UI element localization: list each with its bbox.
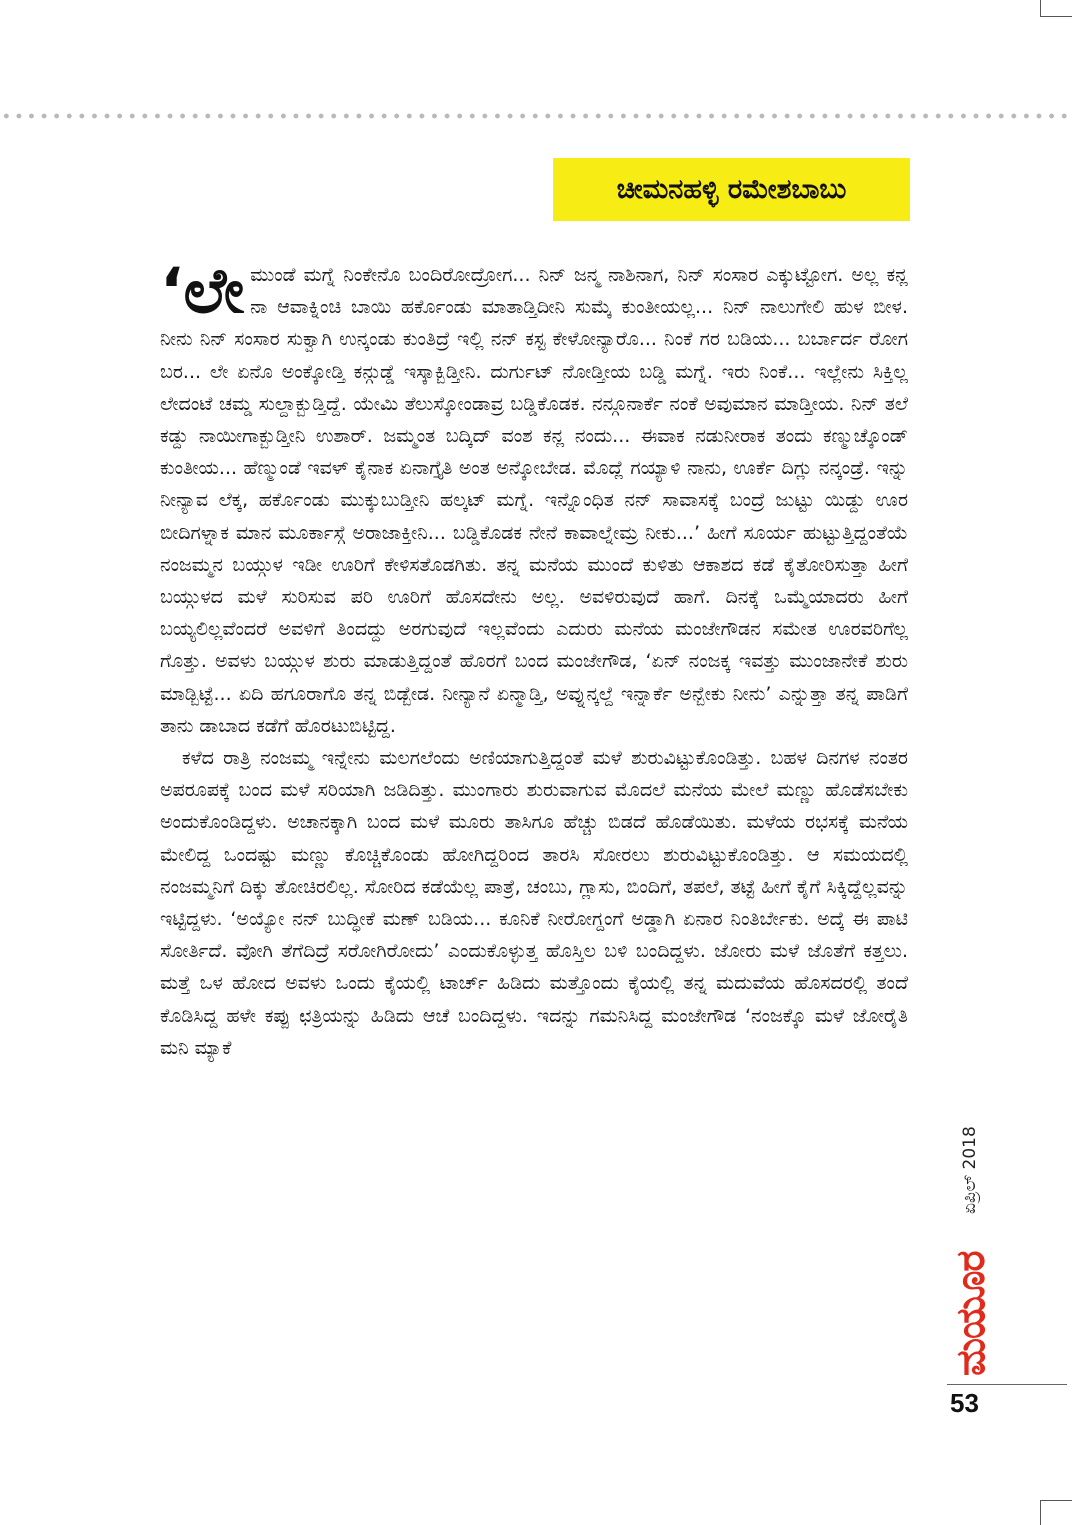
author-name-banner: [553, 158, 910, 221]
article-paragraph-1: [160, 254, 908, 742]
paragraph-2-text: ಕಳೆದ ರಾತ್ರಿ ನಂಜಮ್ಮ ಇನ್ನೇನು ಮಲಗಲೆಂದು ಅಣಿಯಾಗುತ್ತಿದ್ದಂತೆ ಮಳೆ ಶುರುವಿಟ್ಟುಕೊಂಡಿತ್ತು. ಬಹಳ ದಿನಗಳ ನಂತರ ಅಪರೂಪಕ್ಕೆ ಬಂದ ಮಳೆ ಸರಿಯಾಗಿ ಜಡಿದಿತ್ತು. ಮುಂಗಾರು ಶುರುವಾಗುವ ಮೊದಲೆ ಮನೆಯ ಮೇಲೆ ಮಣ್ಣು ಹೊಡೆಸಬೇಕು ಅಂದುಕೊಂಡಿದ್ದಳು. ಅಚಾನಕ್ಕಾಗಿ ಬಂದ ಮಳೆ ಮೂರು ತಾಸಿಗೂ ಹೆಚ್ಚು ಬಿಡದೆ ಹೊಡೆಯಿತು. ಮಳೆಯ ರಭಸಕ್ಕೆ ಮನೆಯ ಮೇಲಿದ್ದ ಒಂದಷ್ಟು ಮಣ್ಣು ಕೊಚ್ಚಿಕೊಂಡು ಹೋಗಿದ್ದರಿಂದ ತಾರಸಿ ಸೋರಲು ಶುರುವಿಟ್ಟುಕೊಂಡಿತ್ತು. ಆ ಸಮಯದಲ್ಲಿ ನಂಜಮ್ಮನಿಗೆ ದಿಕ್ಕು ತೋಚಿರಲಿಲ್ಲ. ಸೋರಿದ ಕಡೆಯೆಲ್ಲ ಪಾತ್ರೆ, ಚಂಬು, ಗ್ಲಾಸು, ಬಿಂದಿಗೆ, ತಪಲೆ, ತಟ್ಟೆ ಹೀಗೆ ಕೈಗೆ ಸಿಕ್ಕಿದ್ದೆಲ್ಲವನ್ನು ಇಟ್ಟಿದ್ದಳು. ‘ಅಯ್ಯೋ ನನ್ ಬುದ್ಧೀಕೆ ಮಣ್ ಬಡಿಯ... ಕೂನಿಕೆ ನೀರೋಗ್ದಂಗೆ ಅಡ್ಡಾಗಿ ಏನಾರ ನಿಂತಿರ್ಬೇಕು. ಅದ್ಕೆ ಈ ಪಾಟಿ ಸೋರ್ತಿದೆ. ವೋಗಿ ತೆಗೆದಿದ್ರೆ ಸರೋಗಿರೋದು’ ಎಂದುಕೊಳ್ಳುತ್ತ ಹೊಸ್ತಿಲ ಬಳಿ ಬಂದಿದ್ದಳು. ಜೋರು ಮಳೆ ಜೊತೆಗೆ ಕತ್ತಲು. ಮತ್ತೆ ಒಳ ಹೋದ ಅವಳು ಒಂದು ಕೈಯಲ್ಲಿ ಟಾರ್ಚ್ ಹಿಡಿದು ಮತ್ತೊಂದು ಕೈಯಲ್ಲಿ ತನ್ನ ಮದುವೆಯ ಹೊಸದರಲ್ಲಿ ತಂದೆ ಕೊಡಿಸಿದ್ದ ಹಳೇ ಕಪ್ಪು ಛತ್ರಿಯನ್ನು ಹಿಡಿದು ಆಚೆ ಬಂದಿದ್ದಳು. ಇದನ್ನು ಗಮನಿಸಿದ್ದ ಮಂಜೇಗೌಡ ‘ನಂಜಕ್ಕೊ ಮಳೆ ಜೋರೈತಿ ಮನಿ ಮ್ಯಾಕೆ: [160, 747, 908, 1059]
dropcap: ‘ಲೇ: [160, 254, 245, 327]
magazine-logo: ಮಯೂರ: [947, 1251, 994, 1376]
crop-mark-top-vertical: [1040, 0, 1041, 16]
article-body: [160, 254, 908, 1064]
crop-mark-top-horizontal: [1040, 16, 1072, 17]
crop-mark-bottom-horizontal: [1040, 1500, 1072, 1501]
crop-mark-bottom-vertical: [1040, 1500, 1041, 1525]
paragraph-1-text: ಮುಂಡೆ ಮಗ್ನೆ ನಿಂಕೇನೊ ಬಂದಿರೋದ್ರೋಗ... ನಿನ್ ಜನ್ಮ ನಾಶಿನಾಗ, ನಿನ್ ಸಂಸಾರ ಎಕ್ಕುಟ್ಟೋಗ. ಅಲ್ಲ ಕನ್ಲ ನಾ ಆವಾಕ್ನಿಂಚಿ ಬಾಯಿ ಹರ್ಕೊಂಡು ಮಾತಾಡ್ತಿದೀನಿ ಸುಮ್ಕೆ ಕುಂತೀಯಲ್ಲ... ನಿನ್ ನಾಲುಗೇಲಿ ಹುಳ ಬೀಳ. ನೀನು ನಿನ್ ಸಂಸಾರ ಸುಕ್ವಾಗಿ ಉನ್ಕಂಡು ಕುಂತಿದ್ರೆ ಇಲ್ಲಿ ನನ್ ಕಸ್ಟ ಕೇಳೋನ್ಯಾರೊ... ನಿಂಕೆ ಗರ ಬಡಿಯ... ಬರ್ಬಾರ್ದ ರೋಗ ಬರ... ಲೇ ಏನೊ ಅಂಕ್ಕೋಡ್ತಿ ಕನ್ಗುಡ್ಡೆ ಇಸ್ಕಾಕ್ಬಿಡ್ತೀನಿ. ದುರ್ಗುಟ್ ನೋಡ್ತೀಯ ಬಡ್ಡಿ ಮಗ್ನೆ. ಇರು ನಿಂಕೆ... ಇಲ್ಲೇನು ಸಿಕ್ತಿಲ್ಲ ಲೇದಂಟೆ ಚಮ್ಡ ಸುಲ್ದಾಕ್ಬುಡ್ತಿದ್ದೆ. ಯೇಮಿ ತೆಲುಸ್ಕೋಂಡಾವ್ರ ಬಡ್ಡಿಕೊಡಕ. ನನ್ಗೂನಾರ್ಕೆ ನಂಕೆ ಅವುಮಾನ ಮಾಡ್ತೀಯ. ನಿನ್ ತಲೆ ಕಡ್ದು ನಾಯೀಗಾಕ್ಬುಡ್ತೀನಿ ಉಶಾರ್. ಜಮ್ಮಂತ ಬದ್ಕಿದ್ ವಂಶ ಕನ್ಲ ನಂದು... ಈವಾಕ ನಡುನೀರಾಕ ತಂದು ಕಣ್ಮುಚ್ಕೊಂಡ್ ಕುಂತೀಯ... ಹೆಣ್ಮುಂಡೆ ಇವಳ್ ಕೈನಾಕ ಏನಾಗ್ತೈತಿ ಅಂತ ಅನ್ಕೋಬೇಡ. ಮೊದ್ಲೆ ಗಯ್ಯಾಳಿ ನಾನು, ಊರ್ಕೆ ದಿಗ್ಲು ನನ್ಕಂಡ್ರೆ. ಇನ್ನು ನೀನ್ಯಾವ ಲೆಕ್ಕ, ಹರ್ಕೊಂಡು ಮುಕ್ಕುಬುಡ್ತೀನಿ ಹಲ್ಕಟ್ ಮಗ್ನೆ. ಇನ್ನೊಂಧಿತ ನನ್ ಸಾವಾಸಕ್ಕೆ ಬಂದ್ರೆ ಜುಟ್ಟು ಯಿಡ್ದು ಊರ ಬೀದಿಗಳ್ನಾಕ ಮಾನ ಮೂರ್ಕಾಸ್ಗೆ ಅರಾಜಾಕ್ತೀನಿ... ಬಡ್ಡಿಕೊಡಕ ನೇನೆ ಕಾವಾಲ್ನೇಮ್ರ ನೀಕು...’ ಹೀಗೆ ಸೂರ್ಯ ಹುಟ್ಟುತ್ತಿದ್ದಂತೆಯೆ ನಂಜಮ್ಮನ ಬಯ್ಗುಳ ಇಡೀ ಊರಿಗೆ ಕೇಳಿಸತೊಡಗಿತು. ತನ್ನ ಮನೆಯ ಮುಂದೆ ಕುಳಿತು ಆಕಾಶದ ಕಡೆ ಕೈತೋರಿಸುತ್ತಾ ಹೀಗೆ ಬಯ್ಗುಳದ ಮಳೆ ಸುರಿಸುವ ಪರಿ ಊರಿಗೆ ಹೊಸದೇನು ಅಲ್ಲ. ಅವಳಿರುವುದೆ ಹಾಗೆ. ದಿನಕ್ಕೆ ಒಮ್ಮೆಯಾದರು ಹೀಗೆ ಬಯ್ಯಲಿಲ್ಲವೆಂದರೆ ಅವಳಿಗೆ ತಿಂದದ್ದು ಅರಗುವುದೆ ಇಲ್ಲವೆಂದು ಎದುರು ಮನೆಯ ಮಂಜೇಗೌಡನ ಸಮೇತ ಊರವರಿಗೆಲ್ಲ ಗೊತ್ತು. ಅವಳು ಬಯ್ಗುಳ ಶುರು ಮಾಡುತ್ತಿದ್ದಂತೆ ಹೊರಗೆ ಬಂದ ಮಂಜೇಗೌಡ, ‘ಏನ್ ನಂಜಕ್ಕ ಇವತ್ತು ಮುಂಜಾನೇಕೆ ಶುರು ಮಾಡ್ಬಿಟ್ಟೆ... ಏದಿ ಹಗೂರಾಗೊ ತನ್ನ ಬಿಡ್ಬೇಡ. ನೀನ್ಯಾನೆ ಏನ್ಮಾಡ್ತಿ, ಅವ್ನುನ್ಕಲ್ದೆ ಇನ್ನಾರ್ಕೆ ಅನ್ಬೇಕು ನೀನು’ ಎನ್ನುತ್ತಾ ತನ್ನ ಪಾಡಿಗೆ ತಾನು ಡಾಬಾದ ಕಡೆಗೆ ಹೊರಟುಬಿಟ್ಟಿದ್ದ.: [160, 264, 908, 737]
dotted-separator: [0, 112, 1072, 120]
page-number: 53: [950, 1388, 979, 1418]
article-paragraph-2: [160, 742, 908, 1064]
author-name: ಚೀಮನಹಳ್ಳಿ ರಮೇಶಬಾಬು: [616, 173, 847, 205]
issue-date: ಏಪ್ರಿಲ್ 2018: [960, 1126, 980, 1214]
page-number-rule: [947, 1384, 1067, 1385]
